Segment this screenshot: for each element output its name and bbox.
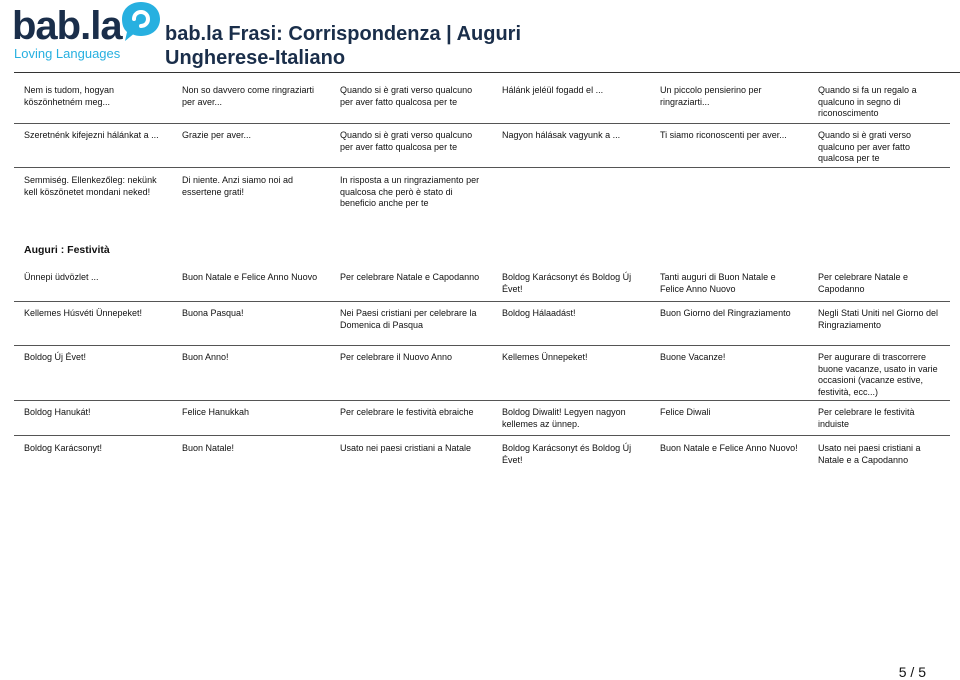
phrase-cell: Nem is tudom, hogyan köszönhetném meg...	[24, 85, 115, 107]
row-separator	[14, 123, 950, 124]
page-title	[165, 22, 521, 70]
phrase-cell: Di niente. Anzi siamo noi ad essertene grati!	[182, 175, 294, 197]
phrase-cell: Buona Pasqua!	[182, 308, 244, 318]
phrase-cell: Boldog Karácsonyt!	[24, 443, 103, 453]
phrase-cell: Nei Paesi cristiani per celebrare la Domenica di Pasqua	[340, 308, 477, 330]
phrase-cell: Kellemes Ünnepeket!	[502, 352, 588, 362]
phrase-cell: Boldog Diwalit! Legyen nagyon kellemes az ünnep.	[502, 407, 626, 429]
phrase-cell: Un piccolo pensierino per ringraziarti...	[660, 85, 762, 107]
logo-wordmark: bab.la	[12, 4, 122, 48]
phrase-cell: Ünnepi üdvözlet ...	[24, 272, 99, 282]
phrase-cell: Per celebrare le festività induiste	[818, 407, 915, 429]
phrase-cell: Per celebrare il Nuovo Anno	[340, 352, 453, 362]
phrase-cell: Negli Stati Uniti nel Giorno del Ringraziamento	[818, 308, 939, 330]
phrase-cell: Per celebrare Natale e Capodanno	[818, 272, 909, 294]
phrase-cell: Quando si è grati verso qualcuno per aver fatto qualcosa per te	[818, 130, 912, 164]
phrase-cell: Boldog Karácsonyt és Boldog Új Évet!	[502, 443, 632, 465]
phrase-cell: Boldog Új Évet!	[24, 352, 87, 362]
page-number: 5 / 5	[898, 664, 926, 680]
phrase-cell: Per augurare di trascorrere buone vacanze, usato in varie occasioni (vacanze estive, festività, ecc...)	[818, 352, 938, 397]
row-separator	[14, 435, 950, 436]
phrase-cell: Hálánk jeléül fogadd el ...	[502, 85, 604, 95]
phrase-cell: Kellemes Húsvéti Ünnepeket!	[24, 308, 143, 318]
phrase-cell: Per celebrare Natale e Capodanno	[340, 272, 480, 282]
header-rule	[14, 72, 960, 73]
phrase-cell: Szeretnénk kifejezni hálánkat a ...	[24, 130, 159, 140]
phrase-cell: Tanti auguri di Buon Natale e Felice Anno Nuovo	[660, 272, 776, 294]
phrase-cell: Per celebrare le festività ebraiche	[340, 407, 474, 417]
phrase-cell: In risposta a un ringraziamento per qualcosa che però è stato di beneficio anche per te	[340, 175, 480, 209]
phrase-cell: Buon Natale e Felice Anno Nuovo!	[660, 443, 798, 453]
phrase-cell: Buone Vacanze!	[660, 352, 726, 362]
row-separator	[14, 400, 950, 401]
logo-tagline: Loving Languages	[14, 46, 121, 61]
phrase-cell: Quando si è grati verso qualcuno per aver fatto qualcosa per te	[340, 85, 473, 107]
page-title-line2: Ungherese-Italiano	[165, 47, 346, 69]
phrase-cell: Boldog Karácsonyt és Boldog Új Évet!	[502, 272, 632, 294]
phrase-cell: Buon Anno!	[182, 352, 229, 362]
section-title: Auguri : Festività	[24, 244, 110, 256]
row-separator	[14, 345, 950, 346]
phrase-cell: Non so davvero come ringraziarti per aver...	[182, 85, 315, 107]
phrase-cell: Boldog Hálaadást!	[502, 308, 576, 318]
phrase-cell: Buon Natale e Felice Anno Nuovo	[182, 272, 318, 282]
phrase-cell: Usato nei paesi cristiani a Natale	[340, 443, 472, 453]
row-separator	[14, 301, 950, 302]
page-title-line1: bab.la Frasi: Corrispondenza | Auguri	[165, 23, 522, 45]
phrase-cell: Grazie per aver...	[182, 130, 252, 140]
phrase-cell: Felice Diwali	[660, 407, 711, 417]
phrase-cell: Buon Giorno del Ringraziamento	[660, 308, 791, 318]
phrase-cell: Boldog Hanukát!	[24, 407, 91, 417]
phrase-cell: Ti siamo riconoscenti per aver...	[660, 130, 787, 140]
row-separator	[14, 167, 950, 168]
babla-logo[interactable]	[12, 0, 152, 68]
phrase-cell: Quando si fa un regalo a qualcuno in segno di riconoscimento	[818, 85, 917, 119]
phrase-cell: Nagyon hálásak vagyunk a ...	[502, 130, 621, 140]
phrase-cell: Felice Hanukkah	[182, 407, 250, 417]
phrase-cell: Usato nei paesi cristiani a Natale e a Capodanno	[818, 443, 921, 465]
phrase-cell: Buon Natale!	[182, 443, 235, 453]
phrase-cell: Quando si è grati verso qualcuno per aver fatto qualcosa per te	[340, 130, 473, 152]
speech-bubble-icon	[120, 0, 162, 44]
phrase-cell: Semmiség. Ellenkezőleg: nekünk kell köszönetet mondani neked!	[24, 175, 157, 197]
